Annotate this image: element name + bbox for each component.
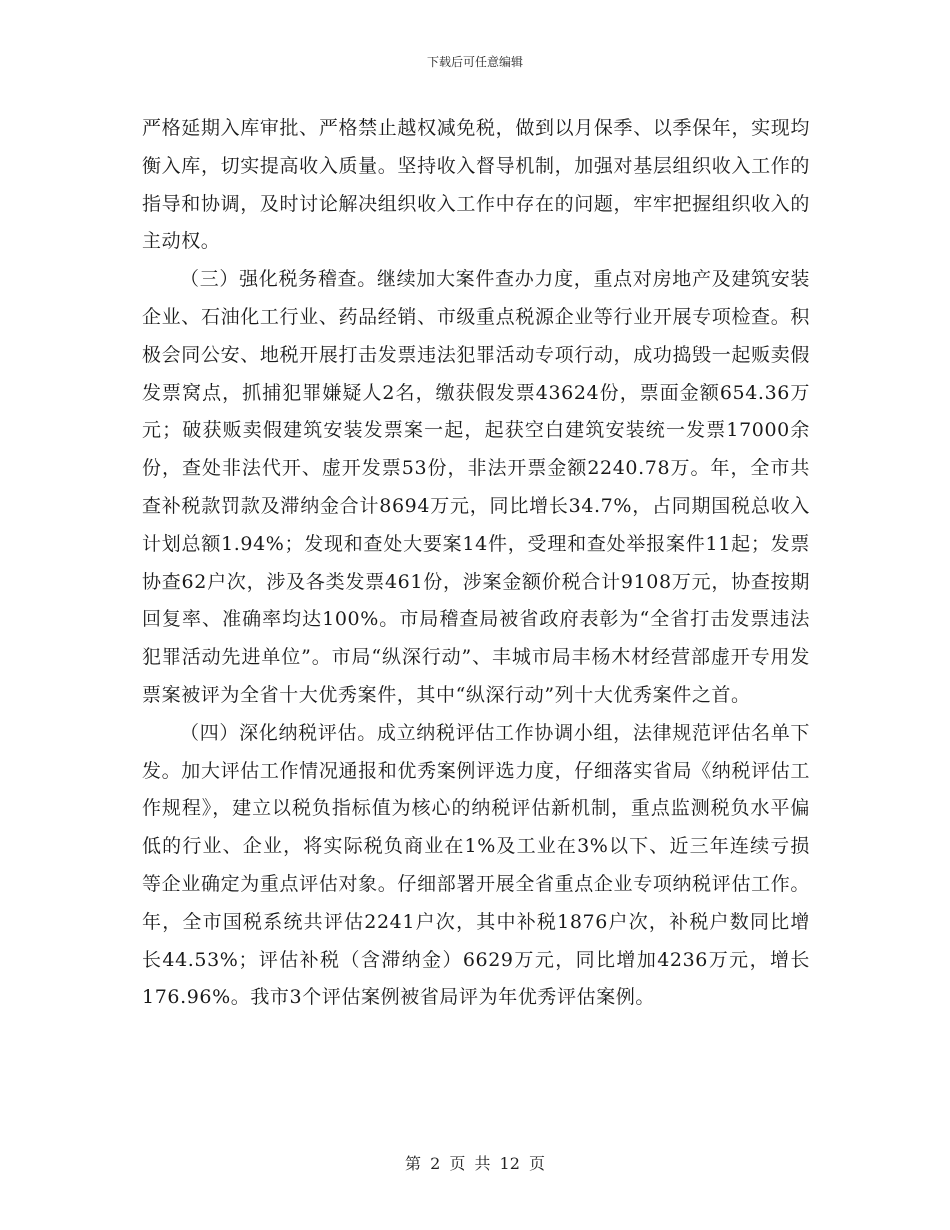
page-header: 下载后可任意编辑 bbox=[426, 55, 523, 69]
paragraph-tax-assessment: （四）深化纳税评估。成立纳税评估工作协调小组，法律规范评估名单下发。加大评估工作情况通报和优秀案例评选力度，仔细落实省局《纳税评估工作规程》，建立以税负指标值为核心的纳税评估新机制，重点监测税负水平偏低的行业、企业，将实际税负商业在1%及工业在3%以下、近三年连续亏损等企业确定为重点评估对象。仔细部署开展全省重点企业专项纳税评估工作。年，全市国税系统共评估2241户次，其中补税1876户次，补税户数同比增长44.53%；评估补税（含滞纳金）6629万元，同比增加4236万元，增长176.96%。我市3个评估案例被省局评为年优秀评估案例。 bbox=[142, 721, 810, 1009]
document-body bbox=[142, 110, 810, 1017]
paragraph-continuation: 严格延期入库审批、严格禁止越权减免税，做到以月保季、以季保年，实现均衡入库，切实提高收入质量。坚持收入督导机制，加强对基层组织收入工作的指导和协调，及时讨论解决组织收入工作中存在的问题，牢牢把握组织收入的主动权。 bbox=[142, 117, 810, 253]
paragraph-tax-inspection: （三）强化税务稽查。继续加大案件查办力度，重点对房地产及建筑安装企业、石油化工行业、药品经销、市级重点税源企业等行业开展专项检查。积极会同公安、地税开展打击发票违法犯罪活动专项行动，成功捣毁一起贩卖假发票窝点，抓捕犯罪嫌疑人2名，缴获假发票43624份，票面金额654.36万元；破获贩卖假建筑安装发票案一起，起获空白建筑安装统一发票17000余份，查处非法代开、虚开发票53份，非法开票金额2240.78万。年，全市共查补税款罚款及滞纳金合计8694万元，同比增长34.7%，占同期国税总收入计划总额1.94%；发现和查处大要案14件，受理和查处举报案件11起；发票协查62户次，涉及各类发票461份，涉案金额价税合计9108万元，协查按期回复率、准确率均达100%。市局稽查局被省政府表彰为“全省打击发票违法犯罪活动先进单位”。市局“纵深行动”、丰城市局丰杨木材经营部虚开专用发票案被评为全省十大优秀案件，其中“纵深行动”列十大优秀案件之首。 bbox=[142, 268, 810, 706]
page-number-footer: 第 2 页 共 12 页 bbox=[405, 1154, 545, 1173]
